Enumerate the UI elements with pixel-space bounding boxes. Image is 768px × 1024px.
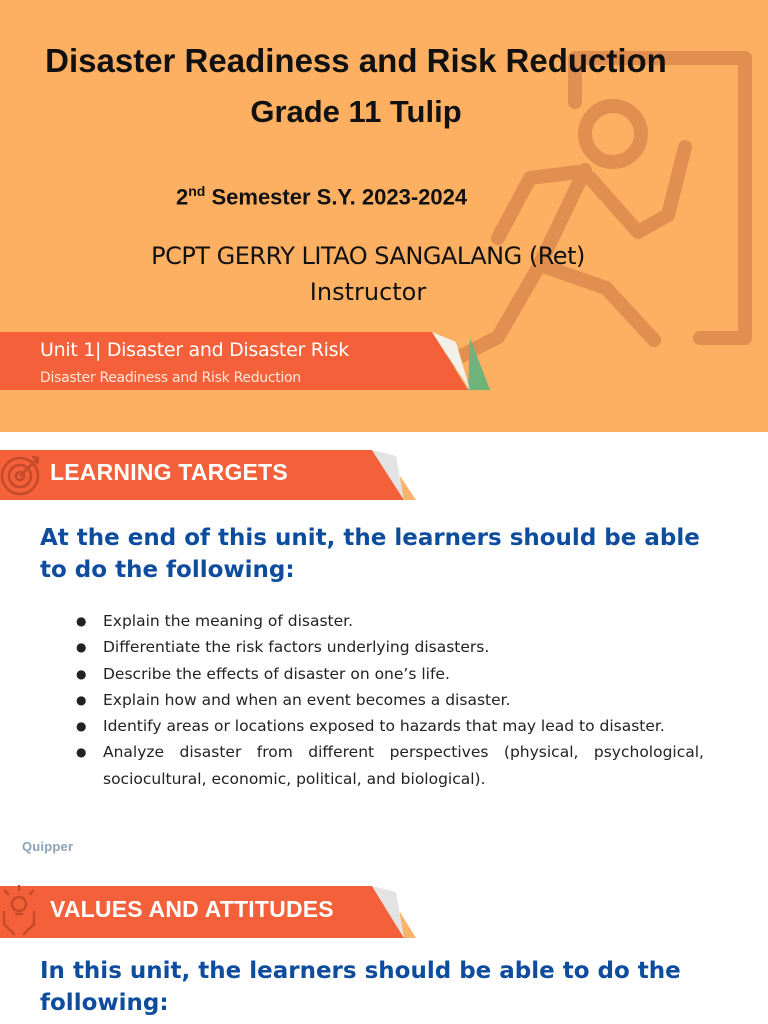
values-attitudes-intro: In this unit, the learners should be able to do the following:	[40, 958, 681, 1016]
semester-ordinal: 2	[176, 184, 189, 210]
hero-section	[0, 0, 768, 432]
list-item: ● Explain how and when an event becomes a disaster.	[76, 687, 704, 713]
document-title: Disaster Readiness and Risk Reduction	[45, 42, 667, 79]
values-attitudes-heading: VALUES AND ATTITUDES	[50, 896, 334, 922]
learning-targets-intro: At the end of this unit, the learners should be able to do the following:	[40, 525, 700, 583]
list-item: ● Differentiate the risk factors underlying disasters.	[76, 634, 704, 660]
instructor-role: Instructor	[309, 278, 427, 306]
instructor-name: PCPT GERRY LITAO SANGALANG (Ret)	[151, 242, 585, 270]
learning-targets-heading: LEARNING TARGETS	[50, 459, 288, 485]
semester-ordinal-suffix: nd	[188, 183, 206, 199]
semester-line	[176, 183, 467, 210]
unit-subtitle: Disaster Readiness and Risk Reduction	[40, 370, 301, 386]
list-item: ● Explain the meaning of disaster.	[76, 608, 704, 634]
unit-title: Unit 1| Disaster and Disaster Risk	[40, 339, 349, 361]
semester-text: Semester S.Y. 2023-2024	[205, 184, 468, 210]
quipper-logo: Quipper	[22, 839, 74, 854]
list-item: ● Analyze disaster from different perspectives (physical, psychological, sociocultural, economic, political, and biological).	[76, 739, 704, 792]
list-item: ● Describe the effects of disaster on one’s life.	[76, 661, 704, 687]
class-section-title: Grade 11 Tulip	[250, 94, 462, 129]
list-item: ● Identify areas or locations exposed to hazards that may lead to disaster.	[76, 713, 704, 739]
learning-targets-list	[76, 608, 704, 792]
